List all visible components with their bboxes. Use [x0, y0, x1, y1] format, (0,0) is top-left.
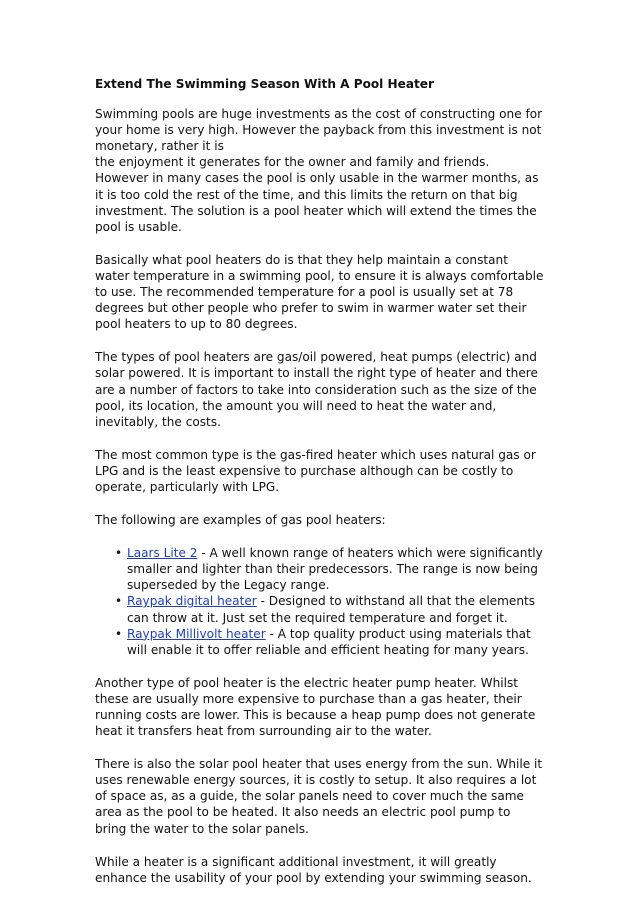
paragraph-heat-pump: Another type of pool heater is the electric heater pump heater. Whilst these are usually more expensive to purchase than a gas heater, their running costs are lower. This is because a heap pump does not generate heat it transfers heat from surrounding air to the water. — [95, 675, 536, 739]
paragraph-intro-part1: Swimming pools are huge investments as the cost of constructing one for your home is very high. However the payback from this investment is not monetary, rather it is — [95, 107, 543, 154]
list-item — [95, 626, 545, 658]
gas-heater-list — [95, 545, 545, 658]
list-item — [95, 593, 545, 625]
paragraph-gas-heater: The most common type is the gas-fired heater which uses natural gas or LPG and is the least expensive to purchase although can be costly to operate, particularly with LPG. — [95, 447, 536, 494]
list-item — [95, 545, 545, 593]
document-title: Extend The Swimming Season With A Pool Heater — [95, 77, 434, 91]
document-page — [95, 76, 545, 903]
paragraph-intro-part2: the enjoyment it generates for the owner and family and friends. However in many cases the pool is only usable in the warmer months, as it is too cold the rest of the time, and this limits the return on that big investment. The solution is a pool heater which will extend the times the pool is usable. — [95, 155, 539, 234]
link-raypak-millivolt-heater[interactable]: Raypak Millivolt heater — [127, 626, 266, 641]
paragraph-how-heaters-work: Basically what pool heaters do is that they help maintain a constant water temperature in a swimming pool, to ensure it is always comfortable to use. The recommended temperature for a pool is usually set at 78 degrees but other people who prefer to swim in warmer water set their pool heaters to up to 80 degrees. — [95, 252, 544, 332]
list-item-text: - Designed to withstand all that the elements can throw at it. Just set the required temperature and forget it. — [127, 594, 536, 625]
paragraph-examples-intro: The following are examples of gas pool heaters: — [95, 513, 386, 528]
list-item-text: - A top quality product using materials that will enable it to offer reliable and efficient heating for many years. — [127, 626, 531, 657]
paragraph-solar-heater: There is also the solar pool heater that uses energy from the sun. While it uses renewable energy sources, it is costly to setup. It also requires a lot of space as, as a guide, the solar panels need to cover much the same area as the pool to be heated. It also needs an electric pool pump to bring the water to the solar panels. — [95, 757, 543, 836]
list-item-text: - A well known range of heaters which were significantly smaller and lighter than their predecessors. The range is now being superseded by the Legacy range. — [127, 546, 543, 593]
paragraph-intro — [95, 106, 545, 235]
link-raypak-digital-heater[interactable]: Raypak digital heater — [127, 594, 257, 609]
bullet-icon: • — [115, 626, 123, 641]
bullet-icon: • — [115, 594, 123, 609]
paragraph-conclusion: While a heater is a significant additional investment, it will greatly enhance the usability of your pool by extending your swimming season. — [95, 854, 532, 885]
bullet-icon: • — [115, 546, 123, 561]
paragraph-heater-types: The types of pool heaters are gas/oil powered, heat pumps (electric) and solar powered. It is important to install the right type of heater and there are a number of factors to take into consideration such as the size of the pool, its location, the amount you will need to heat the water and, inevitably, the costs. — [95, 350, 538, 429]
link-laars-lite-2[interactable]: Laars Lite 2 — [127, 546, 198, 561]
